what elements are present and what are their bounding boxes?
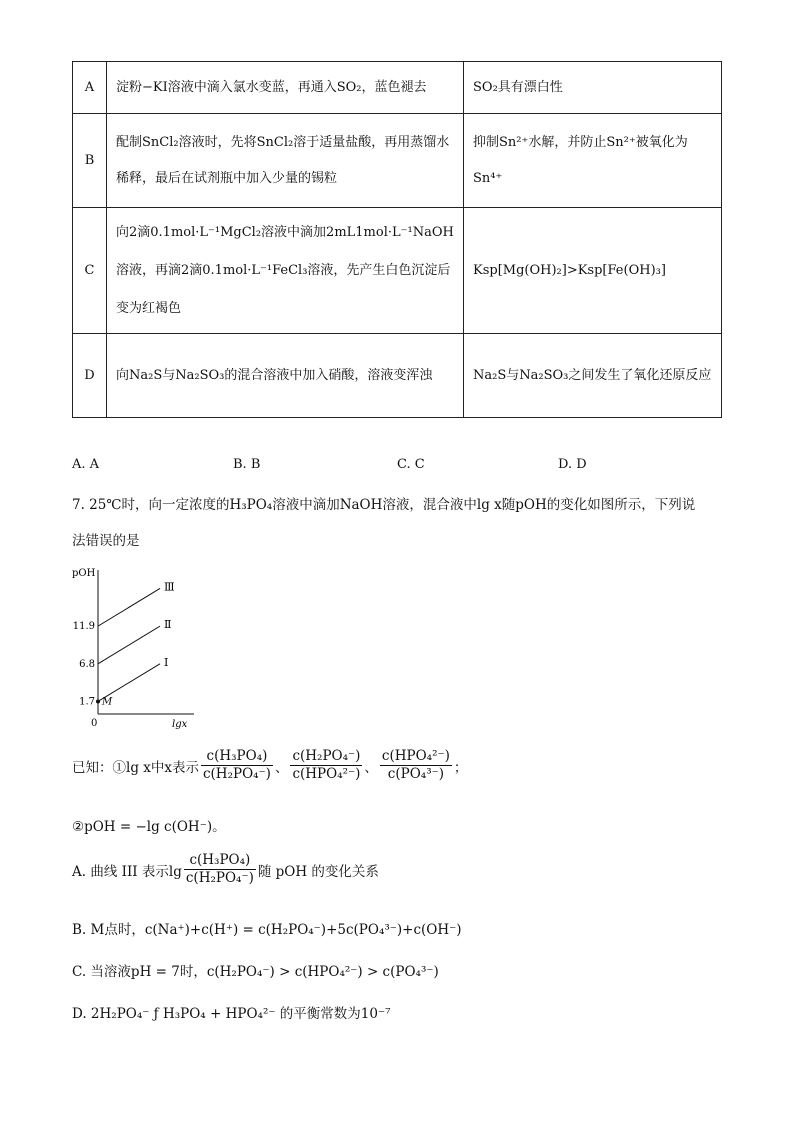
option-d[interactable]: D. 2H₂PO₄⁻ ƒ H₃PO₄ + HPO₄²⁻ 的平衡常数为10⁻⁷ — [72, 1006, 391, 1022]
separator: 、 — [364, 759, 378, 776]
series-label: Ⅲ — [164, 580, 175, 594]
option-a-fraction — [184, 852, 256, 887]
option-b[interactable]: B. M点时，c(Na⁺)+c(H⁺) = c(H₂PO₄⁻)+5c(PO₄³⁻)+c(OH⁻) — [72, 922, 462, 938]
point-m-label: M — [102, 696, 113, 708]
choice-d[interactable]: D. D — [558, 457, 587, 472]
fraction-2-num: c(H₂PO₄⁻) — [292, 748, 361, 764]
options-table — [72, 61, 722, 418]
fraction-2 — [290, 748, 362, 783]
y-tick-label: 6.8 — [79, 658, 95, 670]
known-1 — [72, 748, 467, 783]
q7-chart — [68, 562, 198, 730]
y-tick-label: 1.7 — [79, 696, 95, 708]
choice-c[interactable]: C. C — [397, 457, 425, 472]
row-key: C — [73, 208, 107, 334]
series-line — [98, 626, 160, 664]
series-line — [98, 588, 160, 626]
q7-stem-1: 7. 25℃时，向一定浓度的H₃PO₄溶液中滴加NaOH溶液，混合液中lg x随pOH的变化如图所示，下列说 — [72, 497, 696, 513]
option-a-prefix: A. 曲线 III 表示lg — [72, 863, 182, 880]
row-key: A — [73, 62, 107, 114]
choice-b[interactable]: B. B — [233, 457, 261, 472]
series-label: Ⅰ — [164, 655, 169, 669]
option-a-den: c(H₂PO₄⁻) — [185, 870, 254, 886]
row-key: D — [73, 334, 107, 418]
fraction-3-num: c(HPO₄²⁻) — [381, 748, 450, 764]
fraction-1 — [201, 748, 273, 783]
end-mark: ； — [453, 759, 468, 776]
option-a-num: c(H₃PO₄) — [184, 852, 256, 870]
row-conclusion: SO₂具有漂白性 — [464, 62, 722, 114]
row-method: 向Na₂S与Na₂SO₃的混合溶液中加入硝酸，溶液变浑浊 — [107, 334, 464, 418]
point-m — [96, 699, 100, 703]
x-axis-label: lgx — [172, 719, 188, 730]
choice-a[interactable]: A. A — [72, 457, 100, 472]
fraction-2-den: c(HPO₄²⁻) — [292, 766, 361, 782]
row-conclusion: Ksp[Mg(OH)₂]>Ksp[Fe(OH)₃] — [464, 208, 722, 334]
fraction-1-den: c(H₂PO₄⁻) — [202, 766, 271, 782]
fraction-3-den: c(PO₄³⁻) — [387, 766, 444, 782]
series-label: Ⅱ — [164, 618, 172, 632]
y-axis-label: pOH — [72, 568, 96, 579]
fraction-1-num: c(H₃PO₄) — [201, 748, 273, 766]
fraction-3 — [380, 748, 452, 783]
known-prefix: 已知：①lg x中x表示 — [72, 759, 199, 776]
row-conclusion: 抑制Sn²⁺水解，并防止Sn²⁺被氧化为Sn⁴⁺ — [464, 114, 722, 208]
row-method: 配制SnCl₂溶液时，先将SnCl₂溶于适量盐酸，再用蒸馏水稀释，最后在试剂瓶中加入少量的锡粒 — [107, 114, 464, 208]
y-tick-label: 11.9 — [72, 621, 95, 633]
row-key: B — [73, 114, 107, 208]
row-method: 向2滴0.1mol·L⁻¹MgCl₂溶液中滴加2mL1mol·L⁻¹NaOH溶液，再滴2滴0.1mol·L⁻¹FeCl₃溶液，先产生白色沉淀后变为红褐色 — [107, 208, 464, 334]
row-method: 淀粉−KI溶液中滴入氯水变蓝，再通入SO₂，蓝色褪去 — [107, 62, 464, 114]
separator: 、 — [274, 759, 289, 776]
q7-stem-2: 法错误的是 — [72, 533, 140, 549]
known-2: ②pOH = −lg c(OH⁻)。 — [72, 819, 226, 835]
option-c[interactable]: C. 当溶液pH = 7时，c(H₂PO₄⁻) > c(HPO₄²⁻) > c(PO₄³⁻) — [72, 964, 439, 980]
row-conclusion: Na₂S与Na₂SO₃之间发生了氧化还原反应 — [464, 334, 722, 418]
option-a[interactable] — [72, 852, 379, 887]
option-a-suffix: 随 pOH 的变化关系 — [257, 863, 379, 880]
origin-label: 0 — [91, 718, 98, 729]
